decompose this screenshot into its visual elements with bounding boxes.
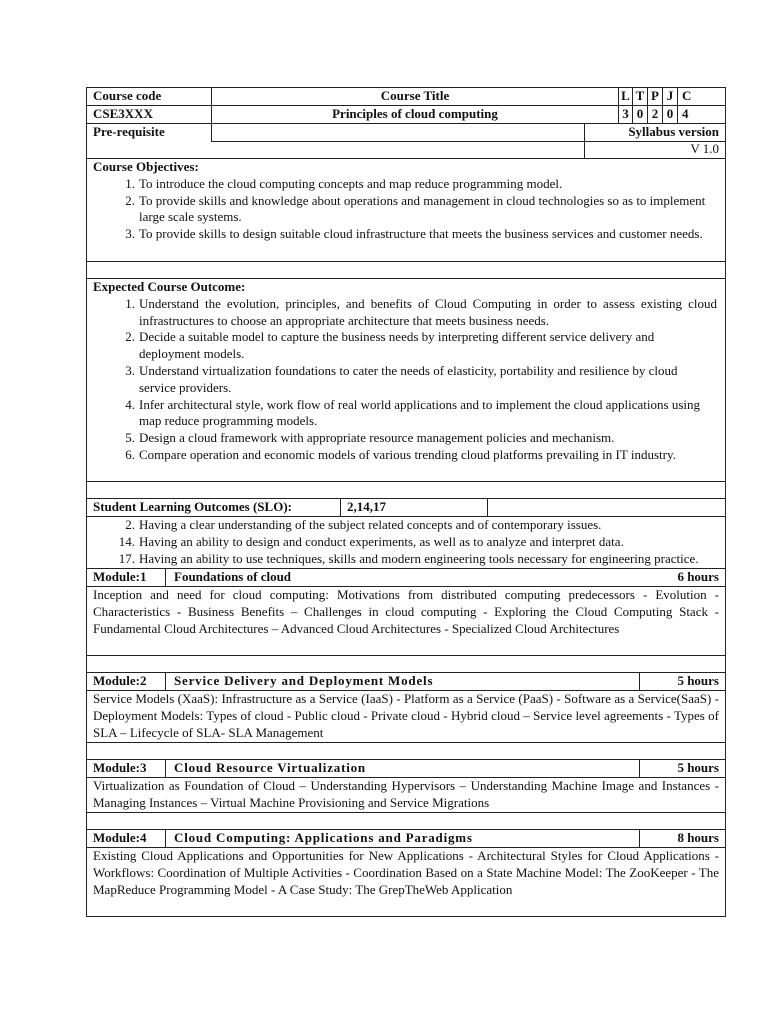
module-title: Service Delivery and Deployment Models (165, 673, 640, 690)
course-title-label: Course Title (211, 88, 618, 105)
outcome-item: 5. Design a cloud framework with appropriate resource management policies and mechanism. (125, 430, 615, 446)
slo-header-row (86, 499, 726, 517)
objectives-section (86, 159, 726, 262)
course-title: Principles of cloud computing (211, 106, 618, 123)
ltpjc-letter: P (647, 88, 662, 105)
module-content: Inception and need for cloud computing: Motivations from distributed computing predecessors - Evolution - Characteristics - Business Benefits – Challenges in cloud computing - Exploring the Cloud Computing Stack - Fundamental Cloud Architectures – Advanced Cloud Architectures - Specialized Cloud Architectures (86, 587, 726, 656)
ltpjc-value: 0 (662, 106, 677, 123)
slo-item: 2. Having a clear understanding of the subject related concepts and of contemporary issues. (125, 517, 602, 532)
header-values-row (86, 106, 726, 124)
module-label: Module:1 (93, 569, 147, 584)
ltpjc-letter: J (662, 88, 677, 105)
objectives-heading: Course Objectives: (93, 159, 199, 174)
course-code-label: Course code (93, 88, 162, 103)
outcome-item: 1. Understand the evolution, principles, and benefits of Cloud Computing in order to assess existing cloud infrastructures to choose an appropriate architecture that meets business needs. (125, 295, 717, 328)
slo-heading: Student Learning Outcomes (SLO): (93, 499, 292, 514)
module-hours: 6 hours (677, 569, 719, 584)
ltpjc-letter: C (677, 88, 725, 105)
module-hours: 5 hours (677, 760, 719, 775)
module-header-row (86, 830, 726, 848)
module-content: Virtualization as Foundation of Cloud – Understanding Hypervisors – Understanding Machine Image and Instances - Managing Instances – Virtual Machine Provisioning and Service Migrations (86, 778, 726, 813)
objective-item: 2. To provide skills and knowledge about operations and management in cloud technologies so as to implement large scale systems. (125, 192, 706, 225)
spacer-row (86, 743, 726, 760)
module-hours: 8 hours (677, 830, 719, 845)
module-title: Cloud Resource Virtualization (165, 760, 640, 777)
module-header-row (86, 569, 726, 587)
outcomes-heading: Expected Course Outcome: (93, 279, 246, 294)
ltpjc-value: 2 (647, 106, 662, 123)
ltpjc-value: 4 (677, 106, 725, 123)
objective-item: 1. To introduce the cloud computing concepts and map reduce programming model. (125, 175, 563, 191)
slo-codes: 2,14,17 (340, 499, 488, 516)
objective-item: 3. To provide skills to design suitable cloud infrastructure that meets the business services and customer needs. (125, 226, 703, 242)
slo-item: 14. Having an ability to design and conduct experiments, as well as to analyze and interpret data. (118, 533, 624, 549)
module-title: Foundations of cloud (165, 569, 291, 586)
spacer-row (86, 262, 726, 279)
module-title: Cloud Computing: Applications and Paradigms (165, 830, 640, 847)
outcome-item: 2. Decide a suitable model to capture the business needs by interpreting different service delivery and deployment models. (125, 329, 655, 362)
outcome-item: 3. Understand virtualization foundations to cater the needs of elasticity, portability and resilience by cloud service providers. (125, 362, 678, 395)
ltpjc-letter: L (618, 88, 632, 105)
outcome-item: 4. Infer architectural style, work flow of real world applications and to implement the cloud applications using map reduce programming models. (125, 396, 700, 429)
module-hours: 5 hours (677, 673, 719, 688)
slo-item: 17. Having an ability to use techniques, skills and modern engineering tools necessary for engineering practice. (118, 550, 699, 566)
header-labels-row (86, 87, 726, 106)
syllabus-version: V 1.0 (690, 141, 719, 156)
course-code: CSE3XXX (93, 106, 153, 121)
ltpjc-value: 3 (618, 106, 632, 123)
spacer-row (86, 813, 726, 830)
spacer-row (86, 656, 726, 673)
prereq-label: Pre-requisite (93, 124, 165, 139)
syllabus-table (86, 87, 726, 917)
ltpjc-value: 0 (632, 106, 647, 123)
spacer-row (86, 482, 726, 499)
syllabus-version-label: Syllabus version (628, 124, 719, 139)
module-content: Service Models (XaaS): Infrastructure as a Service (IaaS) - Platform as a Service (PaaS) - Software as a Service(SaaS) - Deployment Models: Types of cloud - Public cloud - Private cloud - Hybrid cloud – Service level agreements - Types of SLA – Lifecycle of SLA- SLA Management (86, 691, 726, 743)
module-label: Module:4 (93, 830, 147, 845)
module-content: Existing Cloud Applications and Opportunities for New Applications - Architectural Styles for Cloud Applications - Workflows: Coordination of Multiple Activities - Coordination Based on a State Machine Model: The ZooKeeper - The MapReduce Programming Model - A Case Study: The GrepTheWeb Application (86, 848, 726, 917)
outcomes-section (86, 279, 726, 482)
ltpjc-letter: T (632, 88, 647, 105)
outcome-item: 6. Compare operation and economic models of various trending cloud platforms prevailing in IT industry. (125, 446, 676, 462)
module-header-row (86, 760, 726, 778)
module-label: Module:3 (93, 760, 147, 775)
module-header-row (86, 673, 726, 691)
slo-section (86, 517, 726, 569)
prereq-block (86, 124, 726, 159)
module-label: Module:2 (93, 673, 147, 688)
